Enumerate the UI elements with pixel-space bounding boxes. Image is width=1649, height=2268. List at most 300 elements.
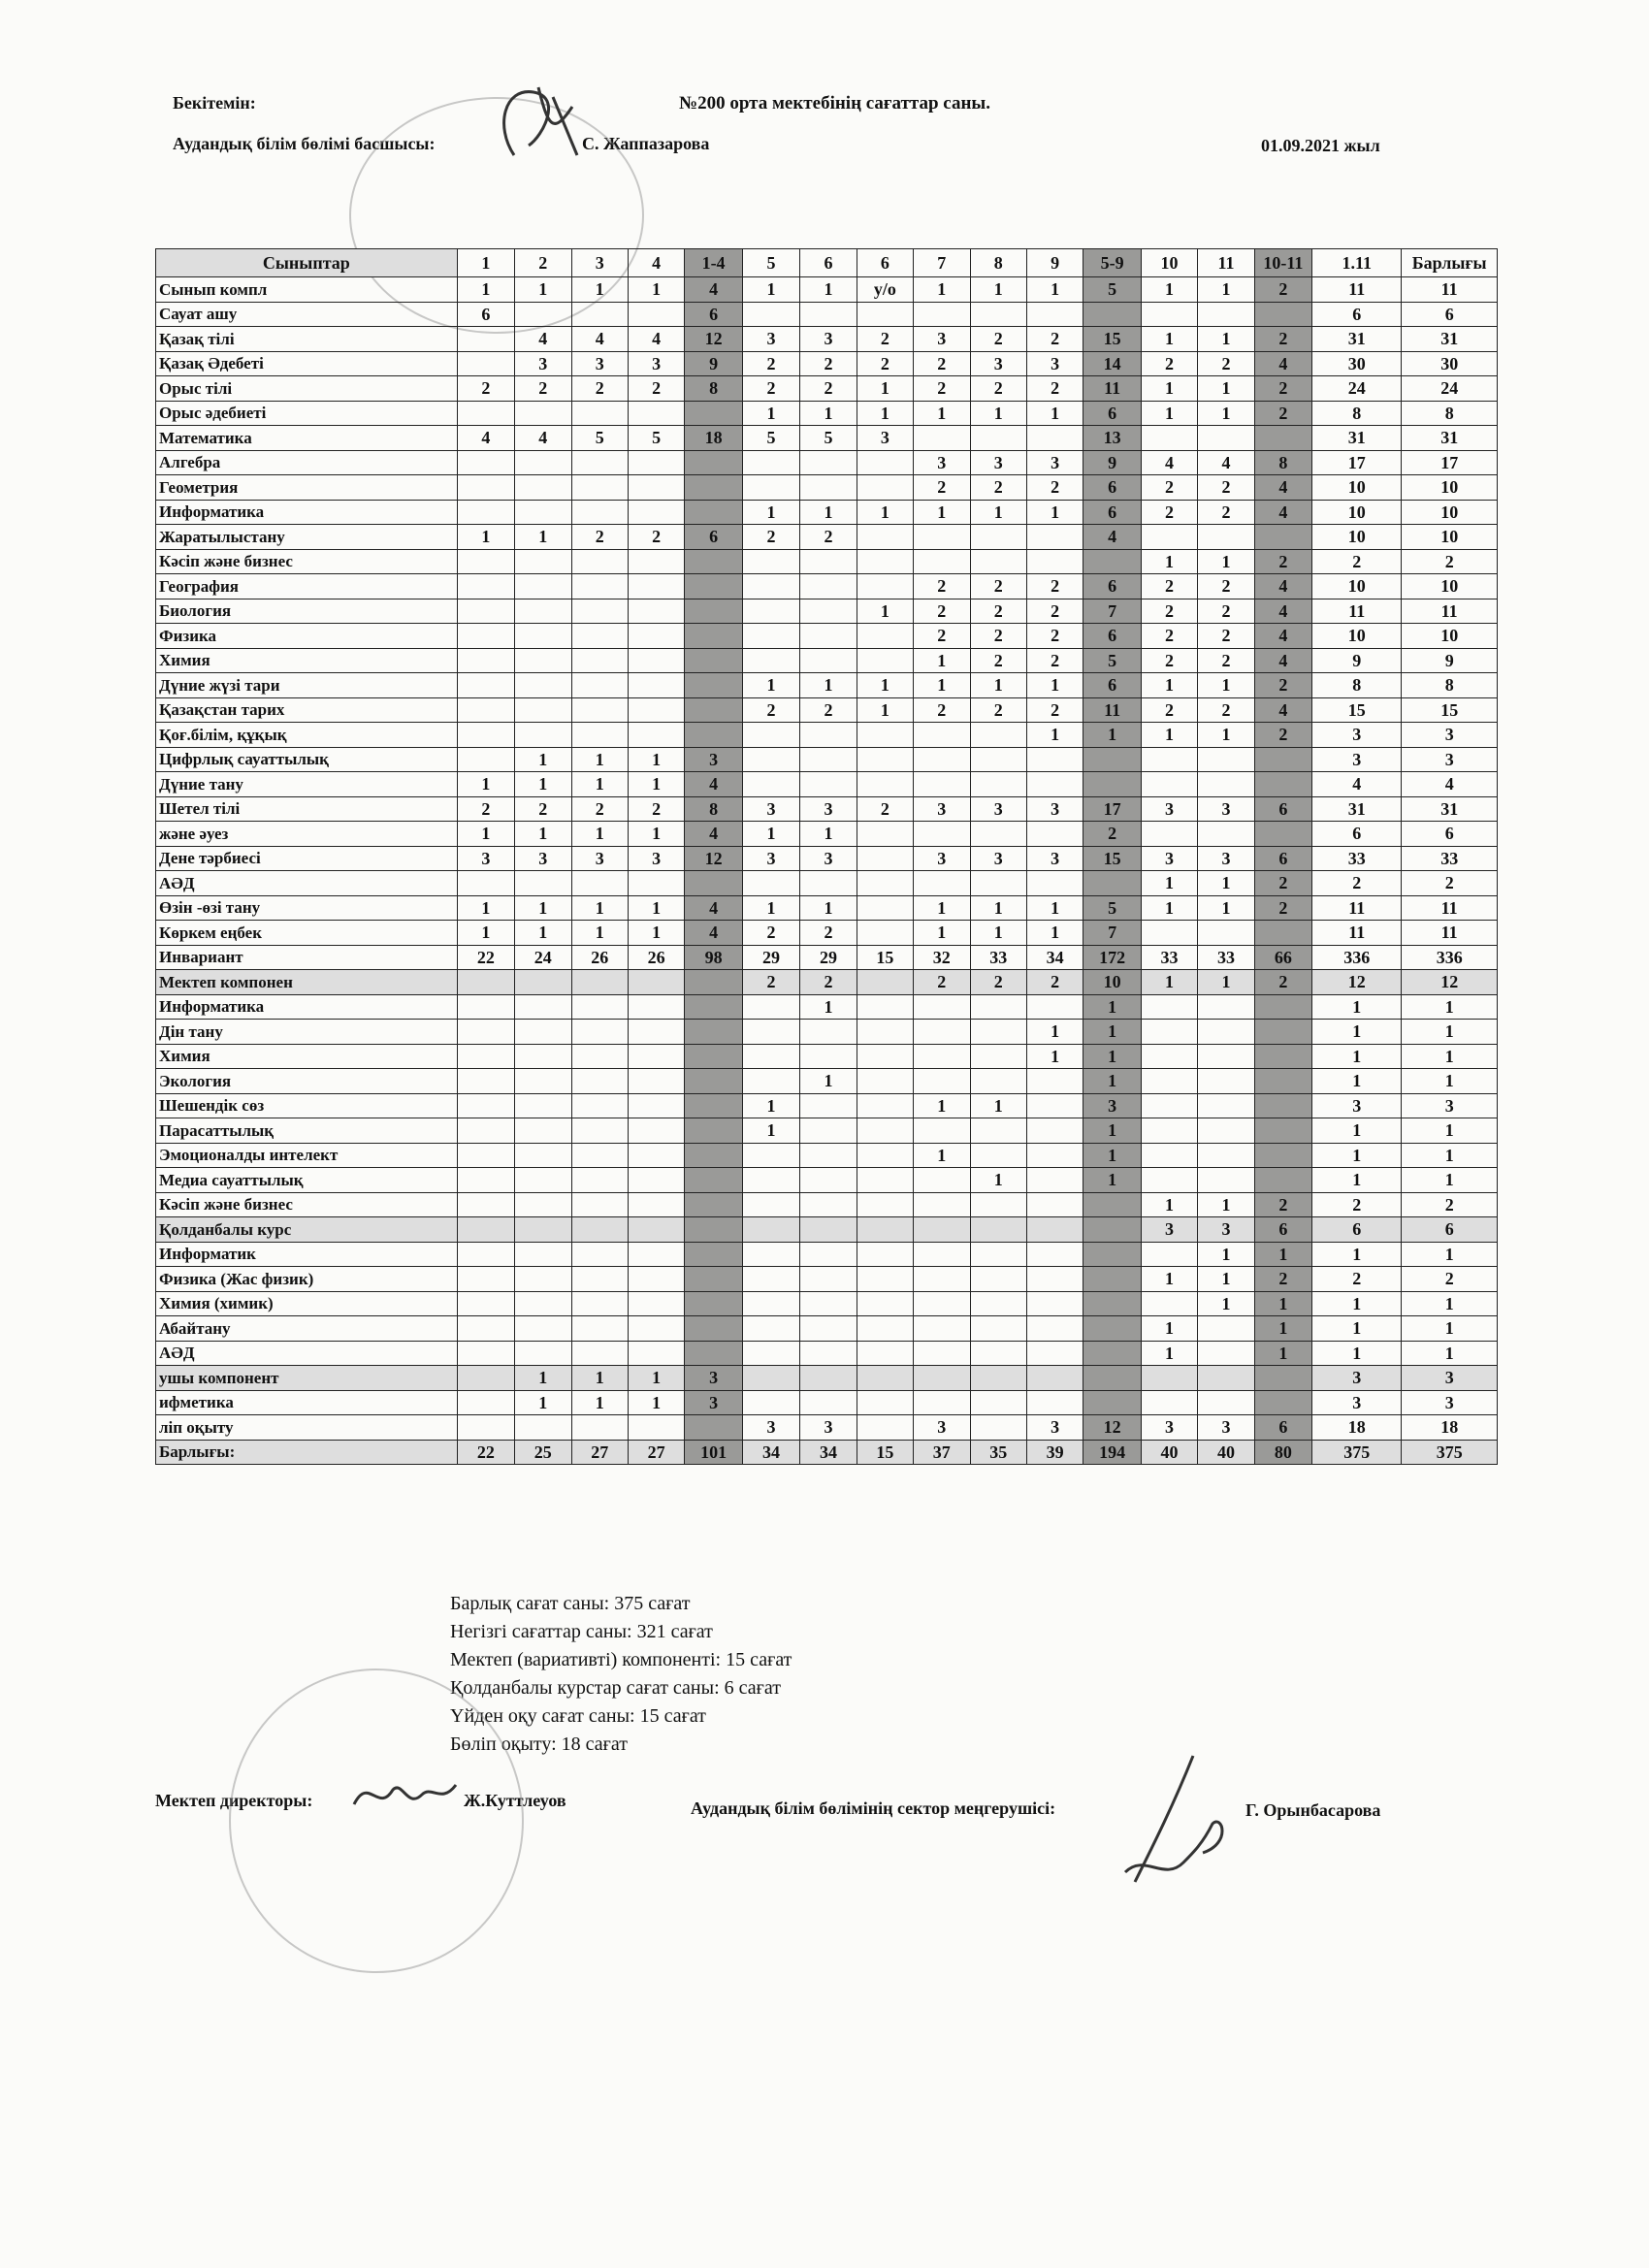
hours-cell	[571, 302, 628, 327]
hours-cell: 6	[1402, 822, 1498, 847]
hours-cell: 1	[1198, 1192, 1254, 1217]
hours-cell: 3	[970, 450, 1026, 475]
subject-cell: Көркем еңбек	[156, 921, 458, 946]
hours-cell: 26	[571, 945, 628, 970]
hours-cell: 1	[515, 895, 571, 921]
hours-cell	[914, 302, 970, 327]
hours-cell: 2	[914, 599, 970, 624]
hours-cell: 31	[1312, 796, 1402, 822]
hours-cell: 30	[1402, 351, 1498, 376]
hours-cell	[1083, 871, 1141, 896]
hours-cell: 3	[685, 747, 742, 772]
hours-cell	[742, 1316, 799, 1342]
hours-cell: 2	[1198, 574, 1254, 599]
table-row	[156, 1291, 1498, 1316]
hours-cell: 6	[1254, 1415, 1311, 1441]
hours-cell	[457, 1267, 514, 1292]
hours-cell: 2	[1141, 475, 1197, 501]
hours-cell	[857, 1390, 913, 1415]
hours-cell	[742, 1242, 799, 1267]
hours-cell: 6	[1402, 302, 1498, 327]
hours-cell	[1254, 1366, 1311, 1391]
hours-cell: 2	[1254, 549, 1311, 574]
hours-cell: 1	[1254, 1341, 1311, 1366]
subject-cell: Биология	[156, 599, 458, 624]
hours-cell	[1198, 1390, 1254, 1415]
table-row	[156, 1217, 1498, 1243]
hours-cell	[457, 970, 514, 995]
subject-cell: Шешендік сөз	[156, 1093, 458, 1118]
hours-cell	[857, 475, 913, 501]
hours-cell	[800, 648, 857, 673]
hours-cell	[970, 994, 1026, 1020]
hours-cell: 1	[628, 822, 684, 847]
hours-cell: 3	[1026, 796, 1083, 822]
hours-cell: 9	[1312, 648, 1402, 673]
hours-cell: 1	[857, 401, 913, 426]
hours-cell	[1141, 1044, 1197, 1069]
hours-cell	[742, 574, 799, 599]
hours-cell: 8	[1402, 401, 1498, 426]
summary-block	[450, 1593, 792, 1762]
table-row	[156, 1415, 1498, 1441]
hours-cell: 1	[515, 1366, 571, 1391]
hours-cell: 4	[1254, 574, 1311, 599]
hours-cell	[515, 1267, 571, 1292]
hours-cell: 2	[1254, 376, 1311, 402]
hours-cell: 3	[571, 351, 628, 376]
hours-cell	[857, 1093, 913, 1118]
hours-cell: 3	[1402, 1366, 1498, 1391]
hours-cell: 6	[1402, 1217, 1498, 1243]
hours-cell: 1	[1083, 723, 1141, 748]
hours-cell	[742, 1020, 799, 1045]
sector-head-signature	[1106, 1746, 1261, 1901]
hours-cell: 1	[1026, 921, 1083, 946]
hours-cell: 1	[515, 822, 571, 847]
hours-cell: 34	[1026, 945, 1083, 970]
hours-cell: 1	[1026, 673, 1083, 698]
hours-cell: 3	[914, 846, 970, 871]
hours-cell: 7	[1083, 599, 1141, 624]
hours-cell: 8	[1402, 673, 1498, 698]
hours-cell	[914, 747, 970, 772]
hours-cell	[742, 1143, 799, 1168]
hours-cell: 2	[571, 525, 628, 550]
head-signature	[485, 68, 592, 175]
hours-cell	[742, 994, 799, 1020]
hours-cell	[457, 574, 514, 599]
hours-cell: 2	[1402, 1267, 1498, 1292]
hours-cell	[857, 1069, 913, 1094]
hours-cell	[1026, 1192, 1083, 1217]
hours-cell: 4	[685, 921, 742, 946]
hours-cell: 1	[1198, 895, 1254, 921]
table-row	[156, 1143, 1498, 1168]
hours-cell	[1026, 1291, 1083, 1316]
hours-cell: 8	[1312, 673, 1402, 698]
hours-cell: 3	[1198, 846, 1254, 871]
hours-cell	[515, 1118, 571, 1144]
hours-cell: 1	[571, 772, 628, 797]
hours-cell: 2	[1254, 673, 1311, 698]
hours-cell	[1083, 1341, 1141, 1366]
hours-cell: 33	[1141, 945, 1197, 970]
hours-cell: 1	[970, 921, 1026, 946]
hours-cell	[571, 549, 628, 574]
hours-cell: 3	[1141, 846, 1197, 871]
hours-cell: 1	[457, 772, 514, 797]
table-row	[156, 648, 1498, 673]
hours-cell: 1	[1312, 1242, 1402, 1267]
hours-cell	[457, 599, 514, 624]
hours-cell	[970, 871, 1026, 896]
hours-cell	[742, 648, 799, 673]
hours-cell: 172	[1083, 945, 1141, 970]
hours-cell	[800, 1390, 857, 1415]
hours-cell: 194	[1083, 1440, 1141, 1465]
hours-cell	[1198, 1341, 1254, 1366]
subject-cell: Информатик	[156, 1242, 458, 1267]
column-header: 1.11	[1312, 249, 1402, 277]
column-header: 2	[515, 249, 571, 277]
hours-cell	[857, 1291, 913, 1316]
hours-cell	[1198, 1044, 1254, 1069]
hours-cell: 2	[1254, 327, 1311, 352]
hours-cell: 24	[1312, 376, 1402, 402]
hours-cell	[1254, 921, 1311, 946]
hours-cell	[857, 772, 913, 797]
hours-cell: 2	[1198, 475, 1254, 501]
hours-cell	[628, 1242, 684, 1267]
hours-cell: 1	[800, 822, 857, 847]
table-row	[156, 376, 1498, 402]
hours-cell	[857, 549, 913, 574]
hours-cell	[1198, 921, 1254, 946]
hours-cell	[1083, 1316, 1141, 1342]
hours-cell: 9	[685, 351, 742, 376]
hours-cell	[914, 994, 970, 1020]
hours-cell	[742, 723, 799, 748]
hours-cell	[914, 871, 970, 896]
hours-cell	[685, 401, 742, 426]
hours-cell: 1	[1141, 1316, 1197, 1342]
hours-cell	[1141, 822, 1197, 847]
hours-cell: 2	[1402, 549, 1498, 574]
hours-cell: 11	[1083, 376, 1141, 402]
hours-cell: 1	[515, 921, 571, 946]
hours-cell	[800, 574, 857, 599]
hours-cell: 1	[1083, 1118, 1141, 1144]
hours-cell	[515, 673, 571, 698]
hours-cell: 2	[970, 648, 1026, 673]
hours-cell	[742, 772, 799, 797]
hours-cell: 3	[457, 846, 514, 871]
hours-cell	[628, 302, 684, 327]
hours-cell: 2	[914, 624, 970, 649]
hours-cell	[857, 1217, 913, 1243]
hours-cell: 4	[1402, 772, 1498, 797]
hours-cell: 2	[914, 970, 970, 995]
hours-cell	[1141, 1118, 1197, 1144]
hours-cell	[571, 970, 628, 995]
hours-cell	[914, 1267, 970, 1292]
hours-cell	[1141, 747, 1197, 772]
subject-cell: Өзін -өзі тану	[156, 895, 458, 921]
hours-cell: 2	[457, 376, 514, 402]
hours-cell	[970, 1044, 1026, 1069]
hours-cell: 9	[1402, 648, 1498, 673]
hours-cell	[1026, 1242, 1083, 1267]
hours-cell	[1026, 426, 1083, 451]
hours-cell	[970, 1291, 1026, 1316]
hours-cell: 1	[571, 747, 628, 772]
hours-cell	[800, 1192, 857, 1217]
hours-cell: 1	[970, 277, 1026, 303]
hours-cell	[800, 1267, 857, 1292]
hours-cell: 3	[800, 327, 857, 352]
hours-cell: 10	[1083, 970, 1141, 995]
hours-cell: 15	[1312, 697, 1402, 723]
hours-cell: 2	[742, 351, 799, 376]
table-row	[156, 723, 1498, 748]
hours-cell: 1	[1141, 549, 1197, 574]
hours-cell: 6	[457, 302, 514, 327]
hours-cell	[1026, 1341, 1083, 1366]
hours-cell: 1	[1402, 1118, 1498, 1144]
hours-cell: 101	[685, 1440, 742, 1465]
hours-cell: 1	[914, 500, 970, 525]
hours-cell	[800, 475, 857, 501]
hours-cell: 24	[1402, 376, 1498, 402]
hours-cell	[685, 871, 742, 896]
hours-cell: 2	[1312, 871, 1402, 896]
subject-cell: Экология	[156, 1069, 458, 1094]
table-row	[156, 327, 1498, 352]
hours-cell: 1	[914, 277, 970, 303]
hours-cell	[685, 1093, 742, 1118]
hours-cell	[970, 822, 1026, 847]
hours-cell: 1	[1083, 1143, 1141, 1168]
hours-cell	[457, 549, 514, 574]
hours-cell	[515, 723, 571, 748]
table-row	[156, 500, 1498, 525]
hours-cell: 2	[857, 327, 913, 352]
hours-cell	[1141, 525, 1197, 550]
hours-cell	[1198, 525, 1254, 550]
hours-cell: 10	[1402, 574, 1498, 599]
hours-cell	[515, 549, 571, 574]
hours-cell: 1	[1141, 376, 1197, 402]
subject-cell: Шетел тілі	[156, 796, 458, 822]
hours-cell	[685, 1242, 742, 1267]
hours-cell	[970, 1118, 1026, 1144]
hours-cell	[571, 871, 628, 896]
hours-cell	[1141, 994, 1197, 1020]
hours-cell	[571, 1168, 628, 1193]
hours-cell: 1	[857, 599, 913, 624]
hours-cell: 5	[628, 426, 684, 451]
hours-cell	[1254, 822, 1311, 847]
hours-cell: 4	[515, 426, 571, 451]
hours-cell	[1198, 994, 1254, 1020]
hours-cell: 25	[515, 1440, 571, 1465]
table-header-row	[156, 249, 1498, 277]
hours-cell: 2	[1402, 871, 1498, 896]
hours-cell: 1	[515, 1390, 571, 1415]
sector-head-name: Г. Орынбасарова	[1245, 1800, 1381, 1820]
hours-cell	[1198, 1118, 1254, 1144]
hours-cell: 1	[1402, 1143, 1498, 1168]
hours-cell: 3	[970, 351, 1026, 376]
hours-cell: 18	[1402, 1415, 1498, 1441]
hours-cell	[457, 1217, 514, 1243]
hours-cell	[515, 450, 571, 475]
hours-cell: 1	[1141, 1341, 1197, 1366]
hours-cell	[1026, 747, 1083, 772]
hours-cell: 375	[1402, 1440, 1498, 1465]
hours-cell	[515, 1069, 571, 1094]
hours-cell: 1	[628, 747, 684, 772]
hours-cell: 1	[800, 500, 857, 525]
hours-cell: 2	[1141, 574, 1197, 599]
hours-cell: 1	[742, 500, 799, 525]
table-row	[156, 624, 1498, 649]
hours-cell	[970, 1267, 1026, 1292]
hours-cell: 1	[970, 1168, 1026, 1193]
hours-cell	[742, 1341, 799, 1366]
table-row	[156, 401, 1498, 426]
hours-cell: 8	[685, 376, 742, 402]
hours-cell	[628, 1044, 684, 1069]
hours-cell	[1141, 921, 1197, 946]
hours-cell	[628, 648, 684, 673]
table-row	[156, 895, 1498, 921]
hours-cell: 4	[1254, 599, 1311, 624]
hours-cell	[800, 1291, 857, 1316]
hours-cell: 2	[1254, 970, 1311, 995]
hours-cell	[515, 1217, 571, 1243]
hours-cell	[685, 475, 742, 501]
hours-cell: 1	[628, 277, 684, 303]
hours-cell	[457, 1415, 514, 1441]
hours-cell: 31	[1402, 426, 1498, 451]
hours-cell	[457, 1093, 514, 1118]
hours-cell: 1	[914, 895, 970, 921]
hours-cell: 1	[857, 673, 913, 698]
hours-cell: 3	[800, 846, 857, 871]
subject-cell: Физика	[156, 624, 458, 649]
hours-cell	[457, 1341, 514, 1366]
hours-cell: 1	[1141, 673, 1197, 698]
hours-cell	[1026, 1069, 1083, 1094]
hours-cell: 1	[800, 895, 857, 921]
hours-cell: 1	[1026, 723, 1083, 748]
hours-cell	[970, 1069, 1026, 1094]
hours-cell	[742, 450, 799, 475]
hours-cell: 10	[1312, 624, 1402, 649]
column-header: 7	[914, 249, 970, 277]
hours-cell	[800, 1143, 857, 1168]
table-row	[156, 475, 1498, 501]
hours-cell	[628, 450, 684, 475]
hours-cell	[1141, 1069, 1197, 1094]
hours-cell: 1	[1083, 994, 1141, 1020]
hours-cell: 1	[1198, 1267, 1254, 1292]
subject-cell: Математика	[156, 426, 458, 451]
hours-cell	[628, 1415, 684, 1441]
hours-cell: 1	[742, 1118, 799, 1144]
hours-cell	[1198, 1316, 1254, 1342]
subject-cell: Физика (Жас физик)	[156, 1267, 458, 1292]
hours-cell	[914, 549, 970, 574]
hours-cell	[914, 1390, 970, 1415]
hours-cell	[457, 475, 514, 501]
hours-cell: 1	[970, 673, 1026, 698]
hours-cell	[970, 1242, 1026, 1267]
hours-cell	[1254, 1118, 1311, 1144]
hours-cell	[1026, 994, 1083, 1020]
hours-cell	[970, 1390, 1026, 1415]
hours-cell: 14	[1083, 351, 1141, 376]
table-row	[156, 994, 1498, 1020]
subject-cell: Барлығы:	[156, 1440, 458, 1465]
hours-cell	[1083, 1390, 1141, 1415]
hours-cell: 2	[742, 970, 799, 995]
hours-cell: 4	[1254, 697, 1311, 723]
hours-cell	[515, 1341, 571, 1366]
hours-cell: 2	[628, 796, 684, 822]
column-header: 1	[457, 249, 514, 277]
hours-cell	[857, 1044, 913, 1069]
hours-cell: 2	[742, 921, 799, 946]
hours-cell: 1	[1026, 895, 1083, 921]
hours-cell: 2	[1254, 401, 1311, 426]
subject-cell: Кәсіп және бизнес	[156, 549, 458, 574]
hours-cell	[857, 648, 913, 673]
hours-cell	[857, 1143, 913, 1168]
hours-cell: 2	[1254, 277, 1311, 303]
hours-cell	[457, 1316, 514, 1342]
hours-cell	[857, 1242, 913, 1267]
hours-cell	[457, 648, 514, 673]
hours-cell	[571, 648, 628, 673]
hours-cell: 1	[1312, 1316, 1402, 1342]
hours-cell	[970, 1366, 1026, 1391]
hours-cell: 3	[685, 1366, 742, 1391]
hours-cell: 1	[1026, 1020, 1083, 1045]
hours-cell: 1	[970, 500, 1026, 525]
hours-cell	[571, 1242, 628, 1267]
hours-cell: 3	[1198, 796, 1254, 822]
hours-cell: 3	[1198, 1217, 1254, 1243]
hours-cell	[571, 1341, 628, 1366]
hours-cell: 10	[1312, 574, 1402, 599]
hours-cell	[970, 1341, 1026, 1366]
hours-cell: 3	[1141, 796, 1197, 822]
table-row	[156, 822, 1498, 847]
hours-cell: 11	[1312, 921, 1402, 946]
hours-cell: 4	[515, 327, 571, 352]
table-row	[156, 1093, 1498, 1118]
subject-cell: Жаратылыстану	[156, 525, 458, 550]
hours-cell	[628, 723, 684, 748]
summary-line: Негізгі сағаттар саны: 321 сағат	[450, 1621, 713, 1642]
hours-cell: 4	[685, 772, 742, 797]
hours-cell	[857, 1020, 913, 1045]
hours-cell	[1254, 1390, 1311, 1415]
hours-cell: 2	[1141, 624, 1197, 649]
